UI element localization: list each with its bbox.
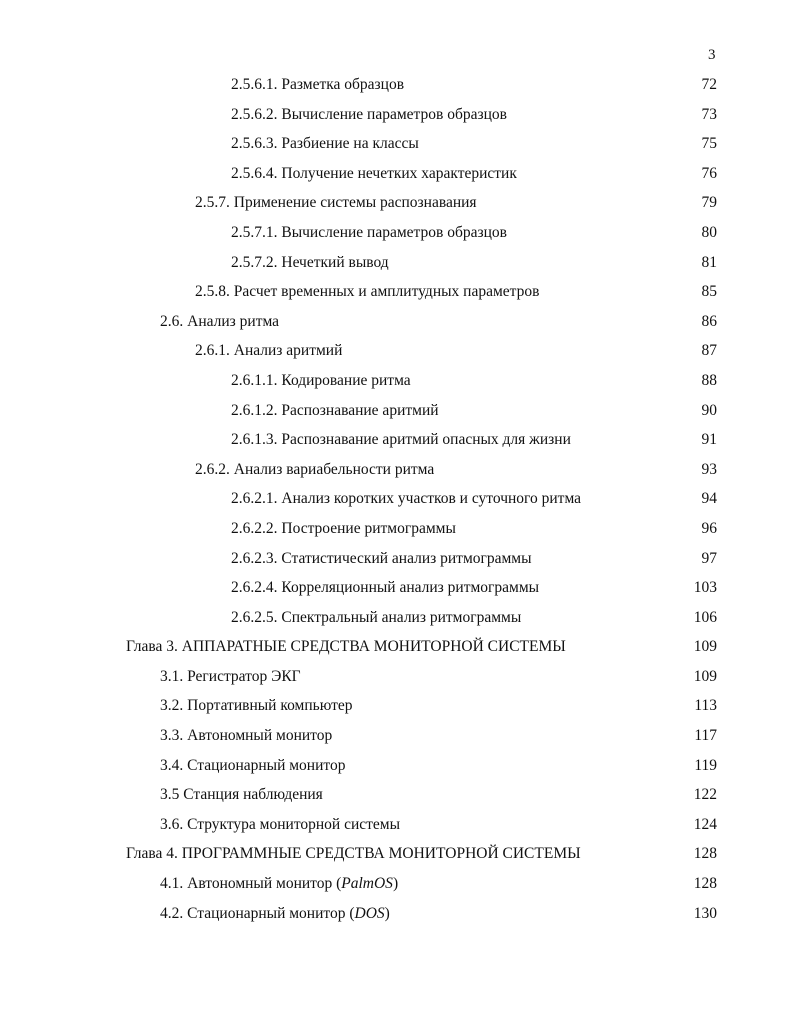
toc-entry-text: Получение нечетких характеристик bbox=[281, 164, 517, 182]
toc-entry[interactable] bbox=[0, 603, 793, 633]
toc-entry-page: 94 bbox=[701, 490, 717, 508]
toc-entry-text: Кодирование ритма bbox=[281, 371, 411, 389]
toc-entry-title bbox=[195, 277, 539, 307]
toc-entry[interactable] bbox=[0, 751, 793, 781]
toc-entry-page: 85 bbox=[701, 283, 717, 301]
toc-entry[interactable] bbox=[0, 188, 793, 218]
toc-entry-page: 76 bbox=[701, 164, 717, 182]
toc-entry[interactable] bbox=[0, 396, 793, 426]
toc-entry[interactable] bbox=[0, 70, 793, 100]
toc-entry-text: Анализ аритмий bbox=[233, 342, 343, 360]
toc-entry-title bbox=[231, 396, 439, 426]
toc-entry-page: 109 bbox=[693, 667, 717, 685]
toc-entry-title bbox=[231, 366, 411, 396]
toc-entry-number: 2.6.2.5. bbox=[231, 608, 278, 626]
toc-entry-text: Распознавание аритмий bbox=[281, 401, 439, 419]
toc-entry-text: Анализ вариабельности ритма bbox=[233, 460, 435, 478]
page-number: 3 bbox=[708, 47, 716, 63]
toc-entry-text: Статистический анализ ритмограммы bbox=[281, 549, 532, 567]
toc-entry-text: Распознавание аритмий опасных для жизни bbox=[281, 431, 571, 449]
toc-entry-number: 2.6.2. bbox=[195, 460, 230, 478]
toc-entry-page: 87 bbox=[701, 342, 717, 360]
toc-entry-text: Нечеткий вывод bbox=[281, 253, 389, 271]
toc-entry-text: Построение ритмограммы bbox=[281, 519, 456, 537]
toc-entry-page: 122 bbox=[693, 786, 717, 804]
toc-entry-text: Корреляционный анализ ритмограммы bbox=[281, 579, 540, 597]
toc-entry[interactable] bbox=[0, 544, 793, 574]
toc-entry[interactable] bbox=[0, 455, 793, 485]
toc-entry-text: АППАРАТНЫЕ СРЕДСТВА МОНИТОРНОЙ СИСТЕМЫ bbox=[181, 638, 566, 656]
toc-entry-number: 2.5.6.3. bbox=[231, 135, 278, 153]
toc-entry-number: 2.6.1.3. bbox=[231, 431, 278, 449]
toc-entry-title bbox=[231, 514, 456, 544]
toc-entry-title bbox=[231, 544, 532, 574]
toc-entry-page: 86 bbox=[701, 312, 717, 330]
toc-entry-title bbox=[126, 839, 581, 869]
toc-entry-number: 3.4. bbox=[160, 756, 184, 774]
toc-entry[interactable] bbox=[0, 307, 793, 337]
toc-entry-text: Применение системы распознавания bbox=[233, 194, 477, 212]
toc-entry-page: 90 bbox=[701, 401, 717, 419]
toc-entry-number: 3.5 bbox=[160, 786, 180, 804]
toc-entry-text: Регистратор ЭКГ bbox=[187, 667, 301, 685]
toc-entry-number: 2.6.1.1. bbox=[231, 371, 278, 389]
toc-entry-number: 2.6.2.4. bbox=[231, 579, 278, 597]
toc-entry-title bbox=[231, 100, 507, 130]
toc-entry-page: 128 bbox=[693, 845, 717, 863]
toc-entry-title bbox=[231, 218, 507, 248]
toc-entry-number: 4.1. bbox=[160, 875, 184, 893]
toc-entry-number: 2.5.8. bbox=[195, 283, 230, 301]
toc-entry-title bbox=[160, 662, 301, 692]
toc-entry[interactable] bbox=[0, 129, 793, 159]
toc-entry-number: 2.5.7.2. bbox=[231, 253, 278, 271]
toc-entry-page: 119 bbox=[694, 756, 717, 774]
toc-entry-page: 93 bbox=[701, 460, 717, 478]
toc-entry-page: 103 bbox=[693, 579, 717, 597]
toc-entry-number: 2.6.2.2. bbox=[231, 519, 278, 537]
toc-entry-title bbox=[160, 691, 352, 721]
toc-entry[interactable] bbox=[0, 248, 793, 278]
toc-entry-title bbox=[160, 780, 323, 810]
toc-entry-text: Расчет временных и амплитудных параметров bbox=[233, 283, 540, 301]
toc-entry-text: Вычисление параметров образцов bbox=[281, 223, 507, 241]
toc-entry-number: 2.5.7.1. bbox=[231, 223, 278, 241]
toc-entry-text: ПРОГРАММНЫЕ СРЕДСТВА МОНИТОРНОЙ СИСТЕМЫ bbox=[181, 845, 581, 863]
toc-entry-page: 130 bbox=[693, 904, 717, 922]
toc-entry-text: Анализ ритма bbox=[187, 312, 280, 330]
toc-entry-number: 2.5.7. bbox=[195, 194, 230, 212]
toc-entry[interactable] bbox=[0, 721, 793, 751]
table-of-contents bbox=[0, 70, 793, 928]
toc-entry[interactable] bbox=[0, 336, 793, 366]
toc-entry-title bbox=[195, 188, 477, 218]
toc-entry-title bbox=[195, 455, 434, 485]
toc-entry[interactable] bbox=[0, 632, 793, 662]
toc-entry[interactable] bbox=[0, 899, 793, 929]
toc-entry-title bbox=[231, 129, 419, 159]
toc-entry-text: Анализ коротких участков и суточного ритма bbox=[281, 490, 582, 508]
toc-entry-title bbox=[231, 159, 517, 189]
toc-entry[interactable] bbox=[0, 691, 793, 721]
toc-entry-title bbox=[160, 721, 332, 751]
toc-entry-closing: ) bbox=[384, 904, 390, 922]
toc-entry[interactable] bbox=[0, 839, 793, 869]
toc-entry-title bbox=[195, 336, 342, 366]
toc-entry[interactable] bbox=[0, 869, 793, 899]
toc-entry-number: Глава 4. bbox=[126, 845, 178, 863]
toc-entry-page: 96 bbox=[701, 519, 717, 537]
toc-entry-number: 2.6.1. bbox=[195, 342, 230, 360]
toc-entry[interactable] bbox=[0, 662, 793, 692]
toc-entry-page: 117 bbox=[694, 727, 717, 745]
toc-entry-number: 3.3. bbox=[160, 727, 184, 745]
toc-entry-page: 124 bbox=[693, 815, 717, 833]
toc-entry-title bbox=[231, 425, 571, 455]
toc-entry[interactable] bbox=[0, 277, 793, 307]
toc-entry-page: 113 bbox=[694, 697, 717, 715]
toc-entry-number: 2.6. bbox=[160, 312, 184, 330]
toc-entry[interactable] bbox=[0, 218, 793, 248]
toc-entry-number: 2.5.6.4. bbox=[231, 164, 278, 182]
toc-entry-page: 73 bbox=[701, 105, 717, 123]
toc-entry-number: 2.6.1.2. bbox=[231, 401, 278, 419]
toc-entry-number: 2.5.6.1. bbox=[231, 76, 278, 93]
toc-entry[interactable] bbox=[0, 366, 793, 396]
toc-entry-number: 2.6.2.3. bbox=[231, 549, 278, 567]
toc-entry-title bbox=[231, 70, 404, 100]
toc-entry-number: 3.1. bbox=[160, 667, 184, 685]
toc-entry-text: Стационарный монитор bbox=[187, 756, 346, 774]
toc-entry[interactable] bbox=[0, 810, 793, 840]
toc-entry[interactable] bbox=[0, 159, 793, 189]
toc-entry-page: 109 bbox=[693, 638, 717, 656]
toc-entry-number: 4.2. bbox=[160, 904, 184, 922]
toc-entry-page: 80 bbox=[701, 223, 717, 241]
toc-entry-text: Портативный компьютер bbox=[187, 697, 353, 715]
toc-entry-closing: ) bbox=[392, 875, 399, 893]
toc-entry[interactable] bbox=[0, 514, 793, 544]
toc-entry-title bbox=[160, 810, 400, 840]
toc-entry-page: 79 bbox=[701, 194, 717, 212]
toc-entry-page: 81 bbox=[701, 253, 717, 271]
toc-entry-text: Вычисление параметров образцов bbox=[281, 105, 507, 123]
toc-entry-title bbox=[160, 751, 345, 781]
toc-entry-text: Разбиение на классы bbox=[281, 135, 419, 153]
toc-entry[interactable] bbox=[0, 100, 793, 130]
toc-entry-page: 88 bbox=[701, 371, 717, 389]
toc-entry-title bbox=[160, 307, 279, 337]
toc-entry-text: Разметка образцов bbox=[281, 76, 405, 93]
toc-entry[interactable] bbox=[0, 484, 793, 514]
toc-entry-page: 97 bbox=[701, 549, 717, 567]
toc-entry-page: 72 bbox=[701, 76, 717, 93]
toc-entry[interactable] bbox=[0, 780, 793, 810]
toc-entry-text: Структура мониторной системы bbox=[187, 815, 401, 833]
toc-entry-text: Станция наблюдения bbox=[183, 786, 323, 804]
toc-entry-page: 91 bbox=[701, 431, 717, 449]
toc-entry-italic-text: PalmOS bbox=[341, 875, 393, 893]
toc-entry-title bbox=[160, 869, 398, 899]
toc-entry-title bbox=[231, 603, 521, 633]
toc-entry-page: 75 bbox=[701, 135, 717, 153]
toc-entry-title bbox=[231, 248, 389, 278]
toc-entry-page: 128 bbox=[693, 875, 717, 893]
toc-entry-text: Автономный монитор bbox=[187, 727, 333, 745]
toc-entry-italic-text: DOS bbox=[354, 904, 385, 922]
toc-entry-number: 2.5.6.2. bbox=[231, 105, 278, 123]
toc-entry-title bbox=[231, 484, 581, 514]
toc-entry-number: 2.6.2.1. bbox=[231, 490, 278, 508]
toc-entry-number: 3.2. bbox=[160, 697, 184, 715]
toc-entry[interactable] bbox=[0, 425, 793, 455]
toc-entry-text: Стационарный монитор ( bbox=[187, 904, 355, 922]
toc-entry[interactable] bbox=[0, 573, 793, 603]
toc-entry-text: Автономный монитор ( bbox=[187, 875, 342, 893]
toc-entry-title bbox=[160, 899, 390, 929]
toc-entry-text: Спектральный анализ ритмограммы bbox=[281, 608, 522, 626]
toc-entry-number: Глава 3. bbox=[126, 638, 178, 656]
toc-entry-title bbox=[231, 573, 539, 603]
toc-entry-page: 106 bbox=[693, 608, 717, 626]
toc-entry-title bbox=[126, 632, 566, 662]
toc-entry-number: 3.6. bbox=[160, 815, 184, 833]
